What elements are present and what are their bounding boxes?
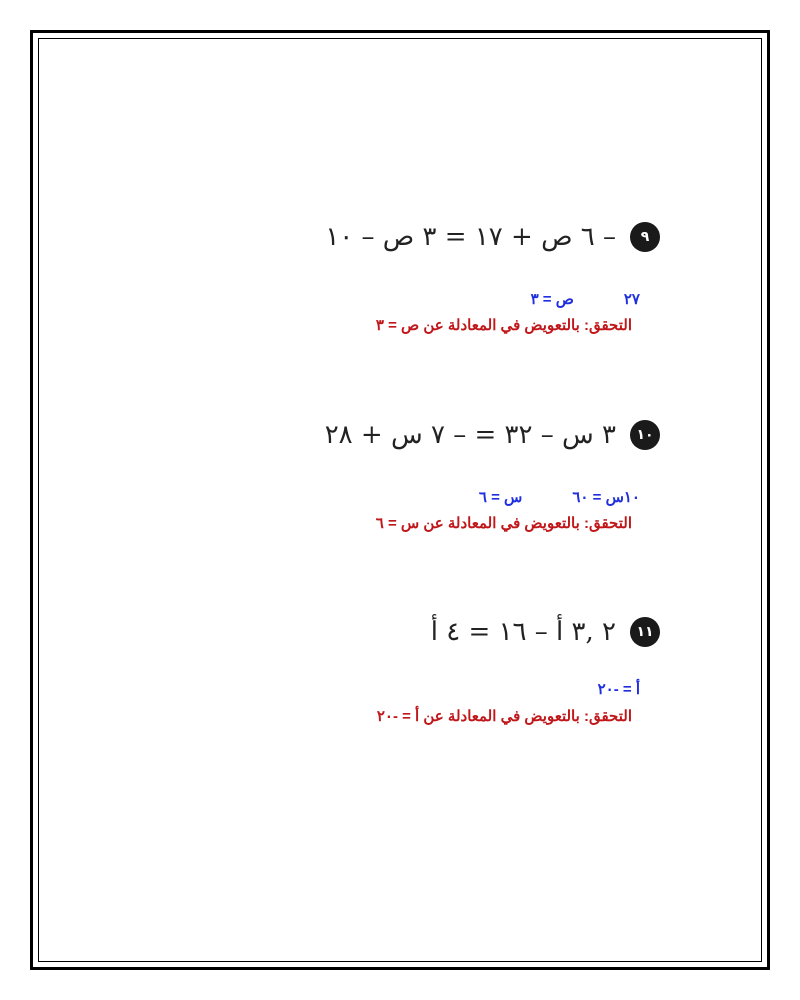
problem-number-badge: ٩ (630, 222, 660, 252)
problem-9 (325, 222, 660, 252)
check-line: التحقق: بالتعويض في المعادلة عن أ = -٢٠ (376, 708, 632, 725)
equation: ٣ س – ٣٢ = – ٧ س + ٢٨ (324, 420, 616, 450)
answer-step: ١٠س = ٦٠ (572, 489, 640, 506)
answer-line (531, 290, 640, 308)
problem-11 (431, 617, 660, 647)
answer-step: ٢٧ (623, 291, 640, 308)
answer-result: ص = ٣ (530, 291, 574, 308)
answer-line (479, 488, 640, 506)
answer-line (598, 680, 640, 698)
answer-result: أ = -٢٠ (597, 681, 640, 698)
problem-number-badge: ١٠ (630, 420, 660, 450)
problem-number-badge: ١١ (630, 617, 660, 647)
check-line: التحقق: بالتعويض في المعادلة عن ص = ٣ (375, 317, 632, 334)
equation: – ٦ ص + ١٧ = ٣ ص – ١٠ (325, 222, 616, 252)
problem-10 (325, 420, 660, 450)
page-border-inner (38, 38, 762, 962)
answer-result: س = ٦ (478, 489, 523, 506)
equation: ٢ ,٣ أ – ١٦ = ٤ أ (430, 617, 616, 647)
check-line: التحقق: بالتعويض في المعادلة عن س = ٦ (375, 515, 632, 532)
